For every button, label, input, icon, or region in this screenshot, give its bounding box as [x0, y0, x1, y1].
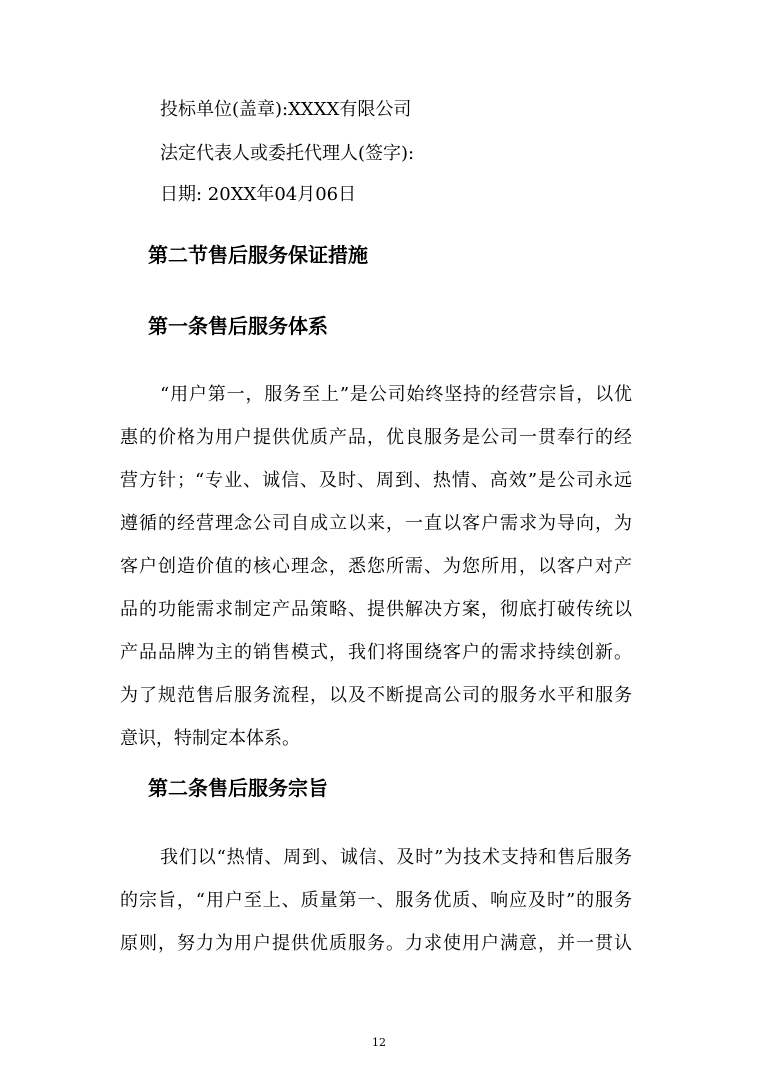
paragraph-line: 为了规范售后服务流程，以及不断提高公司的服务水平和服务 — [120, 685, 632, 706]
bidder-line: 投标单位(盖章):XXXX有限公司 — [160, 99, 412, 120]
date-line: 日期: 20XX年04月06日 — [160, 184, 357, 205]
paragraph-line: 意识，特制定本体系。 — [120, 728, 300, 749]
page-number: 12 — [372, 1036, 386, 1049]
paragraph-line: 遵循的经营理念公司自成立以来，一直以客户需求为导向，为 — [120, 513, 632, 534]
article1-title: 第一条售后服务体系 — [148, 314, 328, 338]
paragraph-line: “用户第一，服务至上”是公司始终坚持的经营宗旨，以优 — [160, 384, 632, 405]
section-title: 第二节售后服务保证措施 — [148, 243, 368, 267]
paragraph-line: 营方针；“专业、诚信、及时、周到、热情、高效”是公司永远 — [120, 470, 632, 491]
paragraph-line: 客户创造价值的核心理念，悉您所需、为您所用，以客户对产 — [120, 556, 632, 577]
paragraph-line: 品的功能需求制定产品策略、提供解决方案，彻底打破传统以 — [120, 599, 632, 620]
article2-title: 第二条售后服务宗旨 — [148, 776, 328, 800]
paragraph-line: 原则，努力为用户提供优质服务。力求使用户满意，并一贯认 — [120, 933, 632, 954]
paragraph-line: 惠的价格为用户提供优质产品，优良服务是公司一贯奉行的经 — [120, 427, 632, 448]
representative-line: 法定代表人或委托代理人(签字): — [160, 143, 415, 164]
paragraph-line: 产品品牌为主的销售模式，我们将围绕客户的需求持续创新。 — [120, 642, 632, 663]
paragraph-line: 我们以“热情、周到、诚信、及时”为技术支持和售后服务 — [160, 847, 632, 868]
paragraph-line: 的宗旨，“用户至上、质量第一、服务优质、响应及时”的服务 — [120, 890, 632, 911]
